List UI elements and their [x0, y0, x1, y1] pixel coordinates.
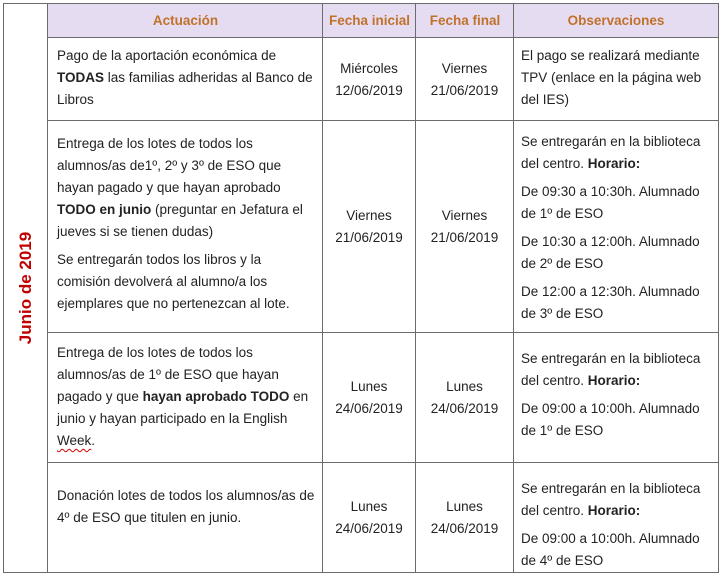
header-actuacion: Actuación — [48, 4, 323, 38]
month-column — [4, 4, 48, 572]
header-fecha-final: Fecha final — [416, 4, 514, 38]
row4-fecha-inicial: Lunes 24/06/2019 — [335, 499, 403, 536]
row2-actuacion: Entrega de los lotes de todos los alumnos/as de1º, 2º y 3º de ESO que hayan pagado y que hayan aprobado TODO en junio (preguntar en Jefatura el jueves si se tienen dudas) Se entregarán todos los libros y la comisión devolverá al alumno/a los ejemplares que no pertenezcan al lote. — [57, 136, 303, 311]
row1-fecha-inicial: Miércoles 12/06/2019 — [335, 60, 403, 98]
month-label: Junio de 2019 — [16, 231, 35, 345]
row1-fecha-final: Viernes 21/06/2019 — [430, 60, 499, 98]
row1-observaciones: El pago se realizará mediante TPV (enlace en la página web del IES) — [521, 48, 702, 107]
row2-fecha-inicial: Viernes 21/06/2019 — [335, 207, 403, 245]
row2-fecha-final: Viernes 21/06/2019 — [430, 207, 499, 245]
row3-fecha-final: Lunes 24/06/2019 — [430, 378, 499, 416]
schedule-table — [3, 3, 719, 573]
row4-observaciones: Se entregarán en la biblioteca del centro. Horario: De 09:00 a 10:00h. Alumnado de 4º de ESO — [521, 481, 701, 568]
row4-actuacion: Donación lotes de todos los alumnos/as de 4º de ESO que titulen en junio. — [57, 488, 315, 525]
row3-observaciones: Se entregarán en la biblioteca del centro. Horario: De 09:00 a 10:00h. Alumnado de 1º de ESO — [521, 351, 701, 438]
header-fecha-inicial: Fecha inicial — [323, 4, 416, 38]
row1-actuacion: Pago de la aportación económica de TODAS las familias adheridas al Banco de Libros — [57, 48, 313, 107]
row2-observaciones: Se entregarán en la biblioteca del centro. Horario: De 09:30 a 10:30h. Alumnado de 1º de ESO De 10:30 a 12:00h. Alumnado de 2º de ESO De 12:00 a 12:30h. Alumnado de 3º de ESO — [521, 134, 701, 321]
column-divider — [513, 4, 514, 572]
row4-fecha-final: Lunes 24/06/2019 — [430, 499, 499, 536]
row3-actuacion: Entrega de los lotes de todos los alumnos/as de 1º de ESO que hayan pagado y que hayan aprobado TODO en junio y hayan participado en la English Week. — [57, 345, 309, 448]
header-observaciones: Observaciones — [514, 4, 718, 38]
row3-fecha-inicial: Lunes 24/06/2019 — [335, 378, 403, 416]
